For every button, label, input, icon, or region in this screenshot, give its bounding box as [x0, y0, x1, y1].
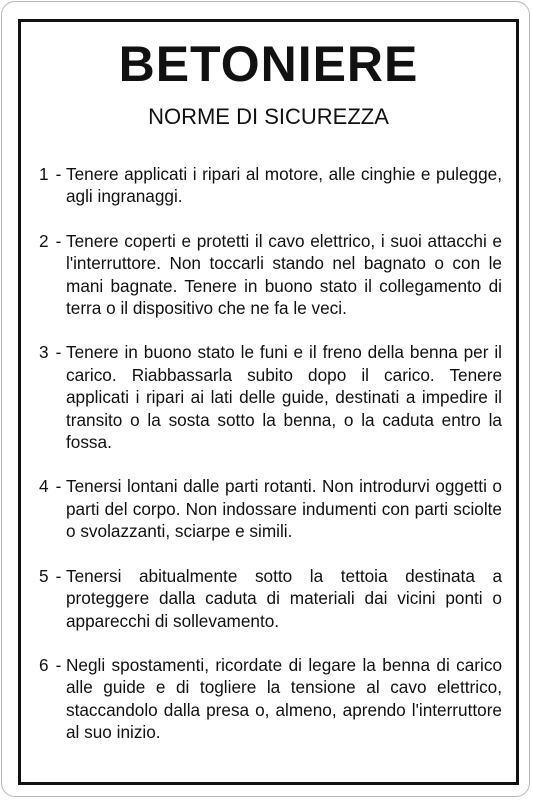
rule-number: 1 [39, 164, 49, 184]
rule-number: 6 [39, 654, 49, 675]
rule-number: 5 [39, 565, 49, 586]
rule-text: Tenere in buono stato le funi e il freno della benna per il carico. Riabbassarla subito dopo il carico. Tenere applicati i ripari ai lati delle guide, destinati a impedire il transito o la sosta sotto la benna, o la caduta entro la fossa. [66, 342, 502, 453]
rule-item [39, 565, 502, 632]
rule-text: Tenere applicati i ripari al motore, alle cinghie e pulegge, agli ingranaggi. [66, 164, 502, 207]
sign-title: BETONIERE [118, 36, 419, 92]
safety-sign [1, 1, 530, 797]
rule-separator: - [55, 565, 62, 586]
rule-text: Negli spostamenti, ricordate di legare la benna di carico alle guide e di togliere la tensione al cavo elettrico, staccandolo dalla presa o, almeno, aprendo l'interruttore al suo inizio. [66, 654, 502, 743]
sign-subtitle: NORME DI SICUREZZA [148, 104, 389, 129]
rule-item [39, 654, 502, 744]
rule-separator: - [55, 342, 62, 363]
rule-text: Tenersi abitualmente sotto la tettoia destinata a proteggere dalla caduta di materiali dai vicini ponti o apparecchi di sollevamento. [66, 565, 502, 631]
rule-item [39, 163, 502, 208]
rule-separator: - [55, 230, 62, 251]
rule-text: Tenere coperti e protetti il cavo elettrico, i suoi attacchi e l'interruttore. Non toccarli stando nel bagnato o con le mani bagnate. Tenere in buono stato il collegamento di terra o il dispositivo che ne fa le veci. [66, 230, 502, 319]
rule-separator: - [55, 654, 62, 675]
safety-rules-list [39, 163, 502, 766]
rule-separator: - [55, 476, 62, 497]
rule-item [39, 230, 502, 320]
rule-number: 3 [39, 342, 49, 363]
rule-number: 2 [39, 230, 49, 251]
rule-item [39, 475, 502, 542]
rule-item [39, 341, 502, 453]
sign-frame [18, 19, 519, 785]
rule-separator: - [55, 164, 62, 184]
rule-number: 4 [39, 476, 49, 497]
rule-text: Tenersi lontani dalle parti rotanti. Non introdurvi oggetti o parti del corpo. Non indossare indumenti con parti sciolte o svolazzanti, sciarpe e simili. [66, 476, 502, 542]
